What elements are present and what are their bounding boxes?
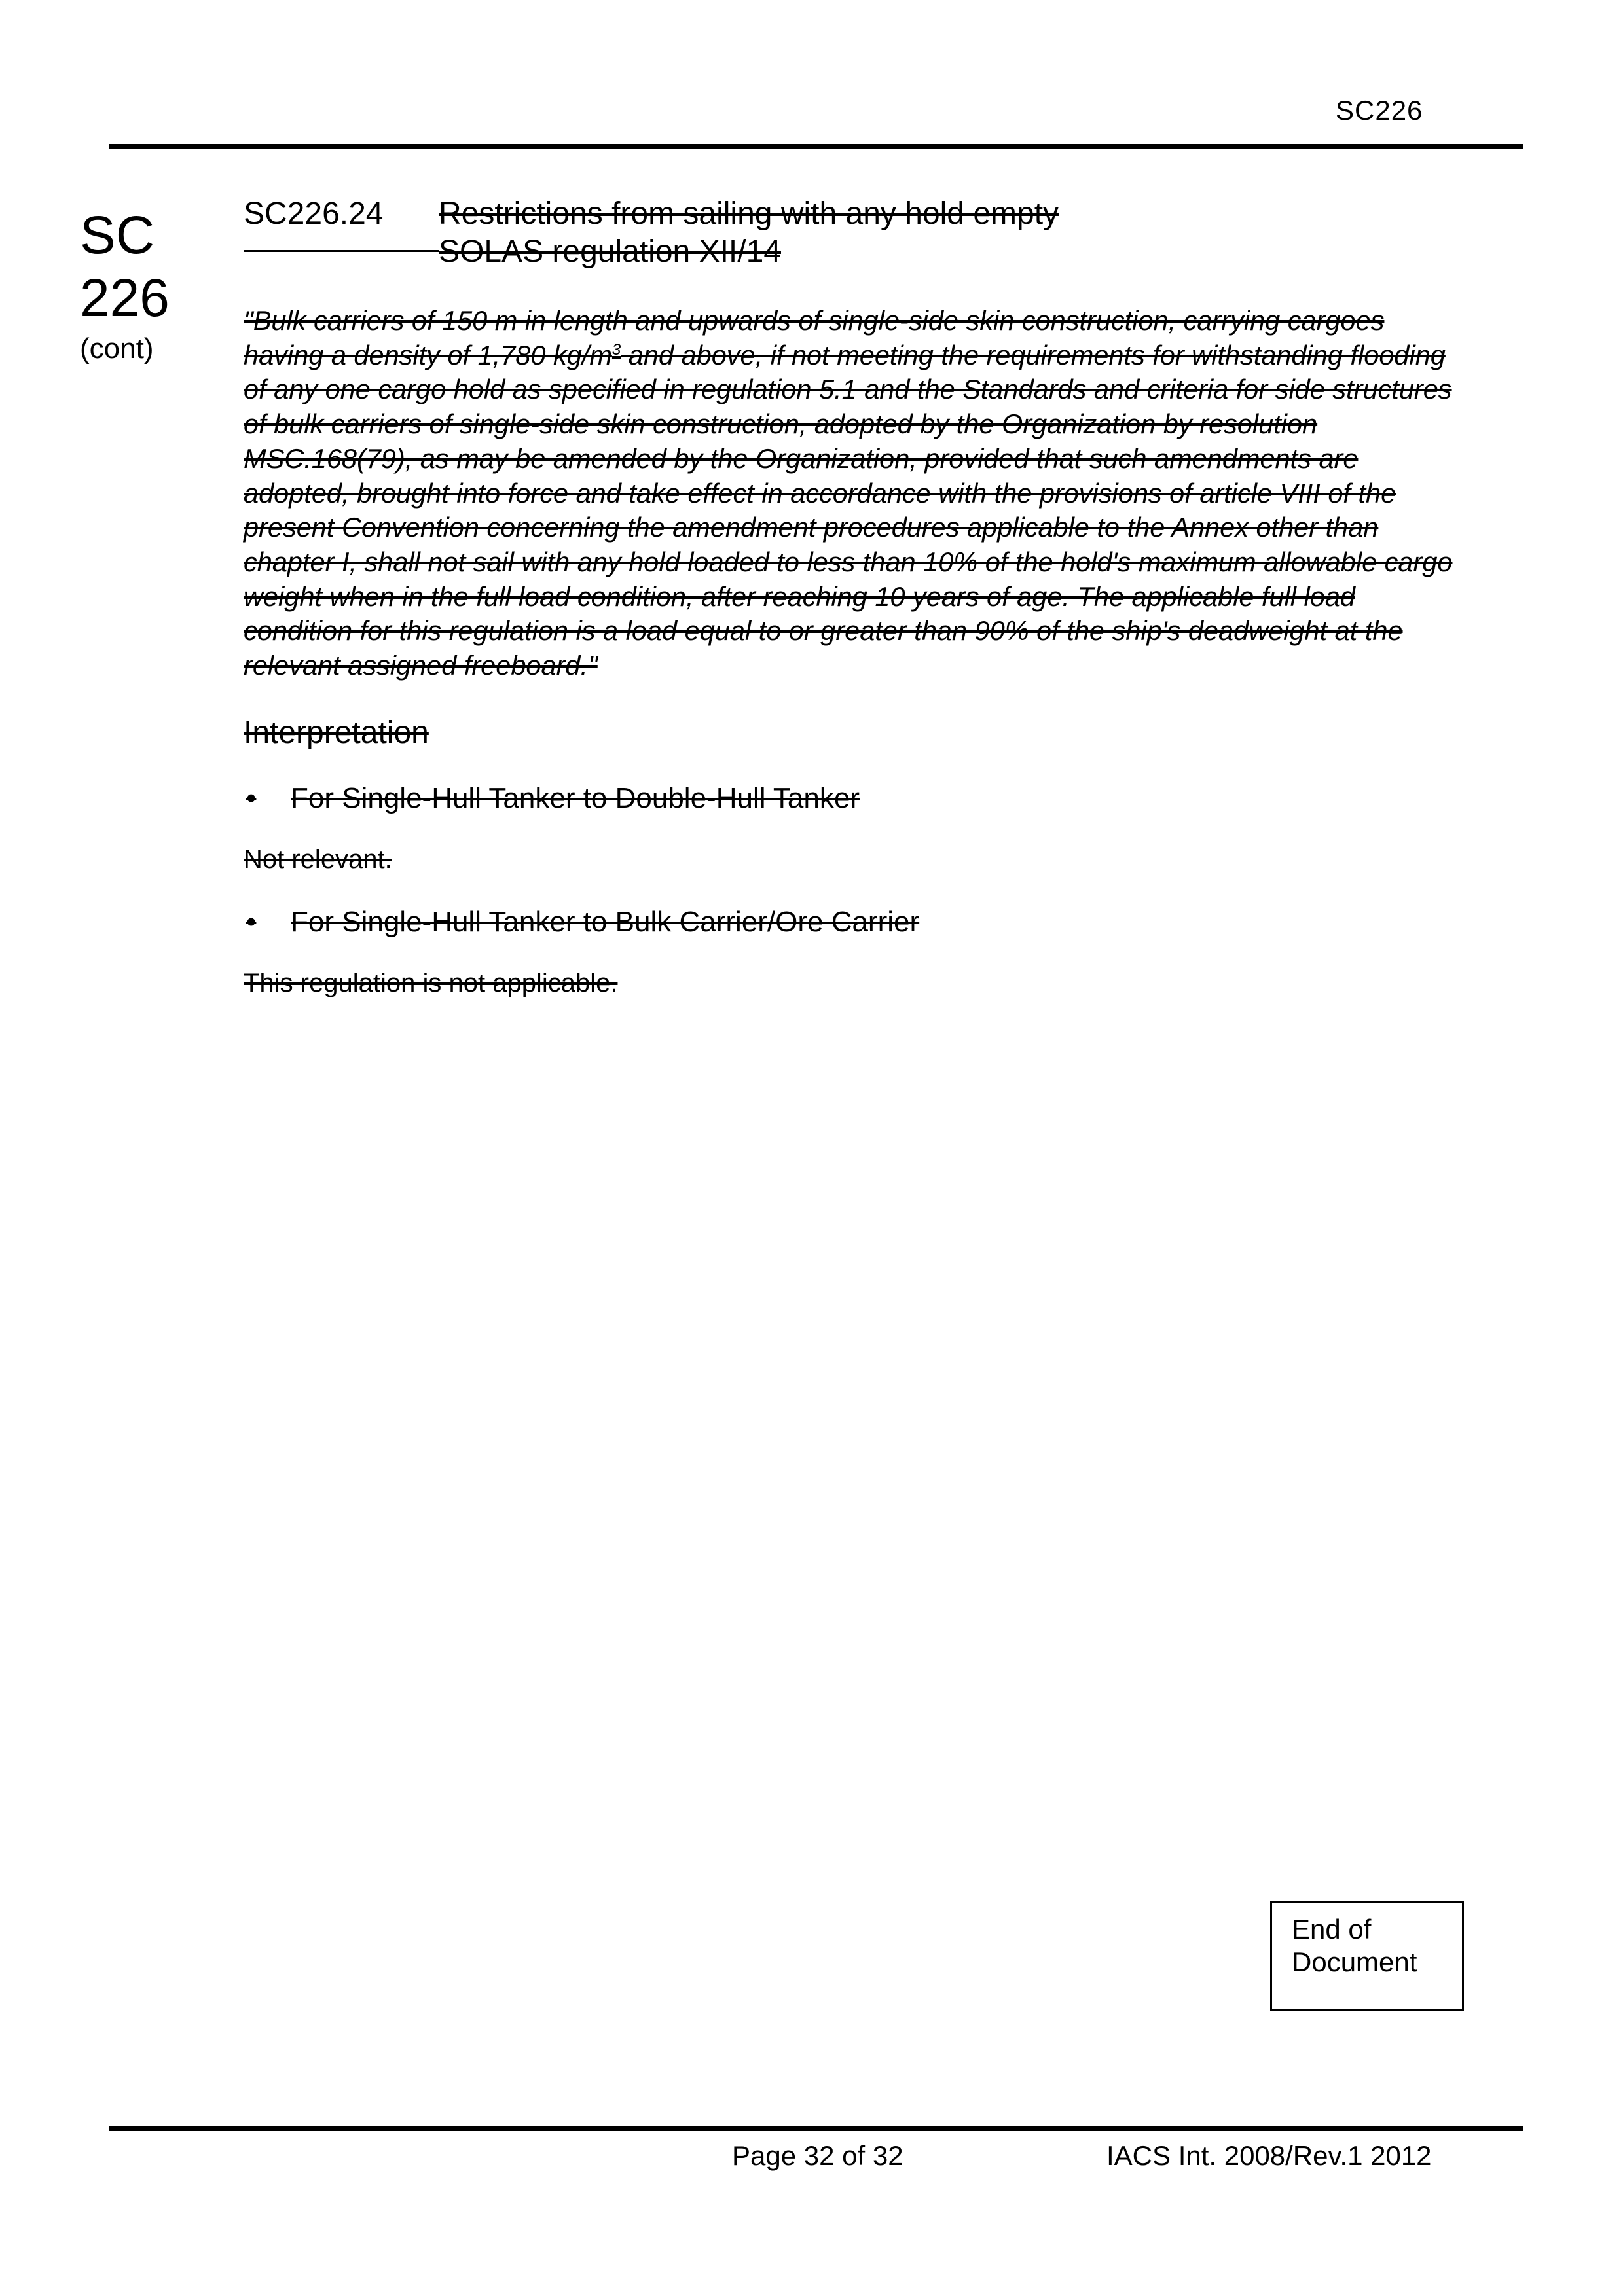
bullet-title: For Single-Hull Tanker to Bulk Carrier/Ore Carrier [291, 905, 920, 938]
section-subheading [244, 233, 1461, 271]
footer-rule [109, 2126, 1523, 2131]
heading-strike-rule [244, 250, 439, 255]
bullet-item [244, 782, 1461, 815]
regulation-quote [244, 304, 1461, 683]
margin-cont: (cont) [80, 332, 154, 365]
margin-code [80, 204, 170, 330]
footer-doc-ref: IACS Int. 2008/Rev.1 2012 [1106, 2140, 1432, 2171]
end-box-line2: Document [1292, 1946, 1417, 1977]
margin-code-line1: SC [80, 206, 155, 265]
main-content [244, 195, 1461, 998]
footer-page-number: Page 32 of 32 [732, 2140, 903, 2171]
bullet-icon: • [246, 781, 257, 814]
margin-code-line2: 226 [80, 268, 170, 328]
quote-part2: and above, if not meeting the requirements for withstanding flooding of any one cargo hold as specified in regulation 5.1 and the Standards and criteria for side structures of bulk carriers of single-side skin construction, adopted by the Organization by resolution MSC.168(79), as may be amended by the Organization, provided that such amendments are adopted, brought into force and take effect in accordance with the provisions of article VIII of the present Convention concerning the amendment procedures applicable to the Annex other than chapter I, shall not sail with any hold loaded to less than 10% of the hold's maximum allowable cargo weight when in the full load condition, after reaching 10 years of age. The applicable full load condition for this regulation is a load equal to or greater than 90% of the ship's deadweight at the relevant assigned freeboard." [244, 339, 1453, 681]
interpretation-heading: Interpretation [244, 715, 429, 750]
header-doc-ref: SC226 [1336, 95, 1423, 126]
end-of-document-box [1270, 1901, 1464, 2011]
section-number: SC226.24 [244, 196, 384, 231]
quote-part1: "Bulk carriers of 150 m in length and upwards of single-side skin construction, carrying cargoes having a density of 1,780 kg/m [244, 305, 1385, 370]
section-subtitle: SOLAS regulation XII/14 [439, 234, 781, 269]
section-title: Restrictions from sailing with any hold empty [439, 196, 1059, 231]
bullet-title: For Single-Hull Tanker to Double-Hull Tanker [291, 781, 860, 814]
section-heading [244, 195, 1461, 233]
bullet-item [244, 906, 1461, 939]
quote-superscript: 3 [611, 340, 621, 359]
end-box-line1: End of [1292, 1914, 1372, 1945]
bullet-body: This regulation is not applicable. [244, 968, 618, 997]
bullet-icon: • [246, 905, 257, 938]
header-rule [109, 144, 1523, 149]
bullet-body: Not relevant. [244, 844, 392, 874]
